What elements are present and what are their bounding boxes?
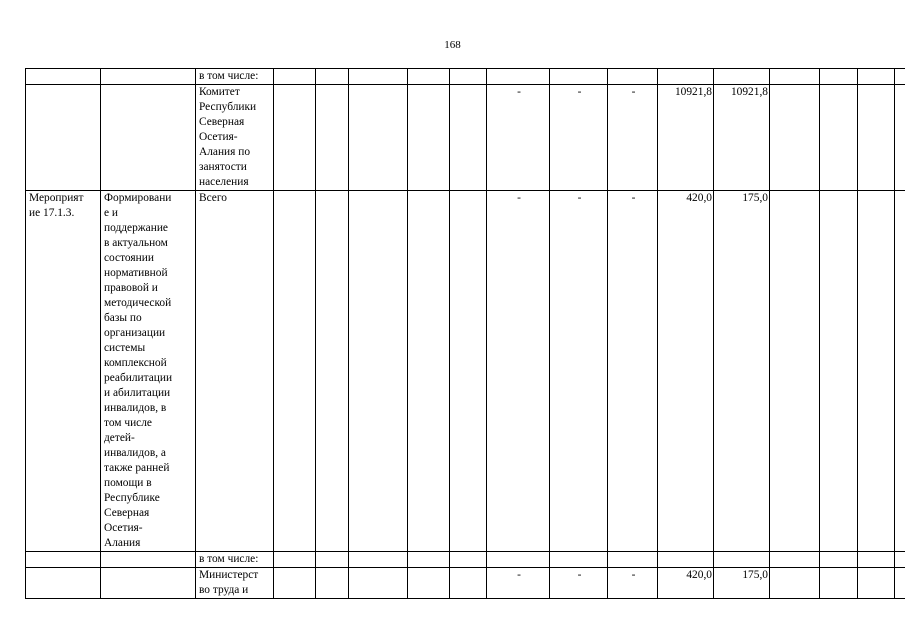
cell [274, 85, 316, 191]
cell-value: 175,0 [714, 568, 770, 599]
cell [858, 568, 895, 599]
cell-event-name [101, 69, 196, 85]
cell [895, 85, 905, 191]
table-row [26, 85, 905, 191]
cell [316, 85, 349, 191]
table-row [26, 69, 905, 85]
cell-value: - [487, 85, 550, 191]
cell-value [658, 69, 714, 85]
cell-event-name [101, 85, 196, 191]
cell-event-id [26, 85, 101, 191]
cell [770, 85, 820, 191]
cell [349, 69, 408, 85]
cell [450, 191, 487, 552]
cell [316, 69, 349, 85]
table-row [26, 191, 905, 552]
table-row [26, 568, 905, 599]
cell [349, 191, 408, 552]
cell [450, 552, 487, 568]
cell [895, 69, 905, 85]
cell-value [550, 552, 608, 568]
cell [858, 191, 895, 552]
cell-event-id [26, 69, 101, 85]
cell [858, 552, 895, 568]
cell [274, 552, 316, 568]
cell [450, 568, 487, 599]
cell-event-id [26, 552, 101, 568]
cell-value [487, 69, 550, 85]
cell-value: - [608, 191, 658, 552]
cell-value: 10921,8 [658, 85, 714, 191]
cell-executor: в том числе: [196, 552, 274, 568]
cell [895, 552, 905, 568]
cell-event-id [26, 568, 101, 599]
page-number: 168 [444, 39, 461, 51]
cell [770, 568, 820, 599]
cell-value [550, 69, 608, 85]
cell-event-name: Формировани е и поддержание в актуальном состоянии нормативной правовой и методической базы по организации системы комплексной реабилитации и абилитации инвалидов, в том числе детей- инвалидов, а также ранней помощи в Республике Северная Осетия- Алания [101, 191, 196, 552]
cell-value [608, 69, 658, 85]
cell [408, 191, 450, 552]
cell [895, 191, 905, 552]
cell-value [487, 552, 550, 568]
cell [820, 69, 858, 85]
cell-value: - [550, 85, 608, 191]
cell [349, 552, 408, 568]
cell [274, 69, 316, 85]
cell [274, 191, 316, 552]
cell [408, 85, 450, 191]
cell [316, 191, 349, 552]
cell-value [714, 552, 770, 568]
cell-value: 420,0 [658, 568, 714, 599]
cell [316, 568, 349, 599]
budget-table [25, 68, 905, 599]
cell-value: - [550, 568, 608, 599]
cell [450, 69, 487, 85]
cell [316, 552, 349, 568]
cell-value: - [487, 568, 550, 599]
cell-value: - [608, 568, 658, 599]
cell-value [658, 552, 714, 568]
cell-value: - [550, 191, 608, 552]
cell [895, 568, 905, 599]
cell [820, 568, 858, 599]
cell-event-name [101, 552, 196, 568]
table-row [26, 552, 905, 568]
cell [408, 69, 450, 85]
cell-executor: Министерст во труда и [196, 568, 274, 599]
cell [820, 191, 858, 552]
cell-value: 420,0 [658, 191, 714, 552]
cell [820, 552, 858, 568]
cell [770, 552, 820, 568]
cell-value [714, 69, 770, 85]
cell-executor: Всего [196, 191, 274, 552]
cell-event-name [101, 568, 196, 599]
cell-value: - [487, 191, 550, 552]
cell-value: 175,0 [714, 191, 770, 552]
cell [450, 85, 487, 191]
cell-event-id: Мероприят ие 17.1.3. [26, 191, 101, 552]
cell [770, 191, 820, 552]
cell-executor: в том числе: [196, 69, 274, 85]
cell-value [608, 552, 658, 568]
cell [858, 69, 895, 85]
cell [408, 552, 450, 568]
cell [858, 85, 895, 191]
cell-value: 10921,8 [714, 85, 770, 191]
cell-value: - [608, 85, 658, 191]
cell [349, 568, 408, 599]
cell [349, 85, 408, 191]
cell [770, 69, 820, 85]
cell-executor: Комитет Республики Северная Осетия- Алания по занятости населения [196, 85, 274, 191]
cell [820, 85, 858, 191]
cell [408, 568, 450, 599]
cell [274, 568, 316, 599]
